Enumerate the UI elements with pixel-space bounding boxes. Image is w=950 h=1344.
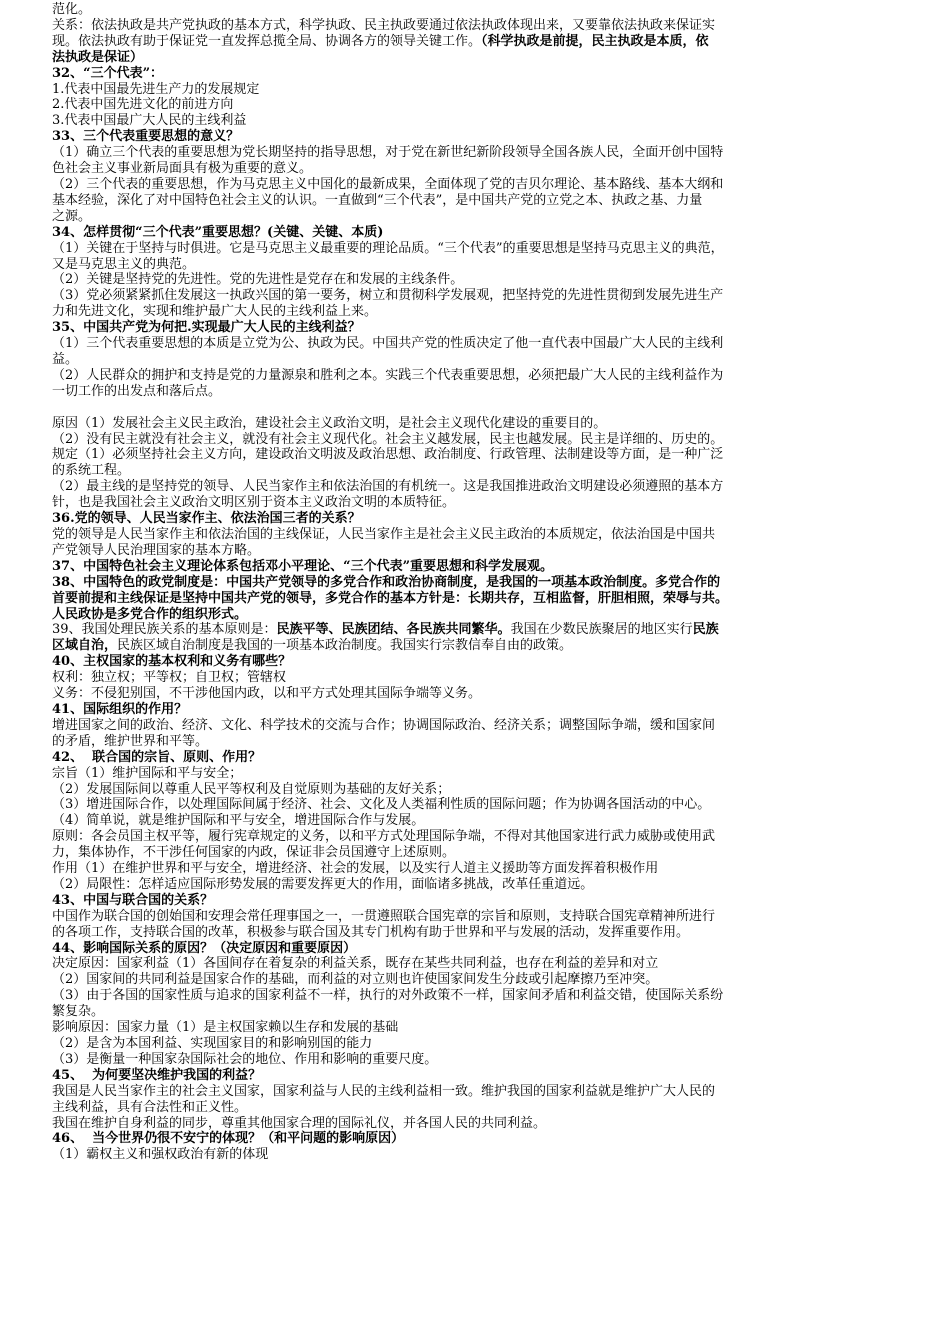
text-line xyxy=(52,1020,920,1036)
text-line xyxy=(52,66,920,82)
plain-text: 产党领导人民治理国家的基本方略。 xyxy=(52,542,261,558)
bold-text: 首要前提和主线保证是坚持中国共产党的领导，多党合作的基本方针是：长期共存，互相监督，肝胆相照，荣辱与共。 xyxy=(52,590,729,606)
plain-text: 民族区域自治制度是我国的一项基本政治制度。我国实行宗教信奉自由的政策。 xyxy=(117,638,573,654)
text-line xyxy=(52,288,920,304)
text-line xyxy=(52,734,920,750)
text-line xyxy=(52,782,920,798)
text-line xyxy=(52,670,920,686)
bold-text: 37、中国特色社会主义理论体系包括邓小平理论、“三个代表”重要思想和科学发展观。 xyxy=(52,558,554,574)
plain-text: （1）确立三个代表的重要思想为党长期坚持的指导思想，对于党在新世纪新阶段领导全国各族人民，全面开创中国特 xyxy=(52,145,724,161)
bold-text: 34、怎样贯彻“三个代表”重要思想？(关键、关键、本质) xyxy=(52,224,384,240)
text-line xyxy=(52,336,920,352)
bold-text: 36.党的领导、人民当家作主、依法治国三者的关系？ xyxy=(52,511,361,527)
bold-text: 35、中国共产党为何把.实现最广大人民的主线利益？ xyxy=(52,320,361,336)
plain-text: （3）是衡量一种国家杂国际社会的地位、作用和影响的重要尺度。 xyxy=(52,1051,438,1067)
text-line xyxy=(52,925,920,941)
plain-text: 主线利益，具有合法性和正义性。 xyxy=(52,1099,248,1115)
bold-text: 33、三个代表重要思想的意义？ xyxy=(52,129,240,145)
plain-text: （2）最主线的是坚持党的领导、人民当家作主和依法治国的有机统一。这是我国推进政治文明建设必须遵照的基本方 xyxy=(52,479,724,495)
text-line xyxy=(52,1036,920,1052)
plain-text: 的各项工作，支持联合国的改革，积极参与联合国及其专门机构有助于世界和平与发展的活动，发挥重要作用。 xyxy=(52,924,690,940)
plain-text: 权利：独立权；平等权；自卫权；管辖权 xyxy=(52,670,287,686)
text-line xyxy=(52,1100,920,1116)
text-line xyxy=(52,368,920,384)
plain-text: 之源。 xyxy=(52,208,92,224)
plain-text: 基本经验，深化了对中国特色社会主义的认识。一直做到“三个代表”，是中国共产党的立党之本、执政之基、力量 xyxy=(52,192,703,208)
text-line xyxy=(52,941,920,957)
text-line xyxy=(52,893,920,909)
plain-text: 我国是人民当家作主的社会主义国家，国家利益与人民的主线利益相一致。维护我国的国家利益就是维护广大人民的 xyxy=(52,1083,716,1099)
text-line xyxy=(52,686,920,702)
text-line xyxy=(52,797,920,813)
text-line xyxy=(52,575,920,591)
plain-text: 的系统工程。 xyxy=(52,463,131,479)
text-line xyxy=(52,241,920,257)
plain-text: 3.代表中国最广大人民的主线利益 xyxy=(52,113,247,129)
text-line xyxy=(52,145,920,161)
text-line xyxy=(52,320,920,336)
plain-text: 义务：不侵犯别国，不干涉他国内政，以和平方式处理其国际争端等义务。 xyxy=(52,686,482,702)
text-line xyxy=(52,209,920,225)
bold-text: 44、影响国际关系的原因？（决定原因和重要原因） xyxy=(52,940,357,956)
text-line xyxy=(52,622,920,638)
plain-text: （2）国家间的共同利益是国家合作的基础，而利益的对立则也许使国家间发生分歧或引起摩擦乃至冲突。 xyxy=(52,972,659,988)
text-line xyxy=(52,972,920,988)
text-line xyxy=(52,988,920,1004)
plain-text: 原则：各会员国主权平等，履行宪章规定的义务，以和平方式处理国际争端，不得对其他国家进行武力威胁或使用武 xyxy=(52,829,716,845)
text-line xyxy=(52,718,920,734)
text-line xyxy=(52,813,920,829)
text-line xyxy=(52,416,920,432)
plain-text: （2）人民群众的拥护和支持是党的力量源泉和胜利之本。实践三个代表重要思想，必须把最广大人民的主线利益作为 xyxy=(52,367,724,383)
text-line xyxy=(52,34,920,50)
bold-text: 民族平等、民族团结、各民族共同繁华。 xyxy=(276,622,511,638)
bold-text: 42、 联合国的宗旨、原则、作用？ xyxy=(52,749,262,765)
bold-text: 区域自治， xyxy=(52,638,118,654)
text-line xyxy=(52,2,920,18)
plain-text: 我国在维护自身利益的同步，尊重其他国家合理的国际礼仪，并各国人民的共同利益。 xyxy=(52,1115,547,1131)
plain-text: 的矛盾，维护世界和平等。 xyxy=(52,733,209,749)
plain-text: 力和先进文化，实现和维护最广大人民的主线利益上来。 xyxy=(52,304,378,320)
bold-text: 32、“三个代表”： xyxy=(52,65,164,81)
bold-text: 41、国际组织的作用？ xyxy=(52,701,188,717)
text-line xyxy=(52,113,920,129)
text-line xyxy=(52,956,920,972)
plain-text: （2）没有民主就没有社会主义，就没有社会主义现代化。社会主义越发展，民主也越发展。民主是详细的、历史的。 xyxy=(52,431,724,447)
bold-text: 46、 当今世界仍很不安宁的体现？（和平问题的影响原因） xyxy=(52,1131,405,1147)
text-line xyxy=(52,384,920,400)
text-line xyxy=(52,559,920,575)
text-line xyxy=(52,1004,920,1020)
plain-text: 增进国家之间的政治、经济、文化、科学技术的交流与合作；协调国际政治、经济关系；调整国际争端，缓和国家间 xyxy=(52,717,716,733)
plain-text: 力，集体协作，不干涉任何国家的内政，保证非会员国遵守上述原则。 xyxy=(52,845,456,861)
plain-text: 39、我国处理民族关系的基本原则是： xyxy=(52,622,277,638)
plain-text: 范化。 xyxy=(52,2,92,17)
bold-text: 38、中国特色的政党制度是：中国共产党领导的多党合作和政治协商制度，是我国的一项基本政治制度。多党合作的 xyxy=(52,574,721,590)
text-line xyxy=(52,909,920,925)
text-line xyxy=(52,1084,920,1100)
plain-text: （1）霸权主义和强权政治有新的体现 xyxy=(52,1147,269,1163)
plain-text: （2）关键是坚持党的先进性。党的先进性是党存在和发展的主线条件。 xyxy=(52,272,464,288)
bold-text: 法执政是保证） xyxy=(52,49,144,65)
plain-text: （3）党必须紧紧抓住发展这一执政兴国的第一要务，树立和贯彻科学发展观，把坚持党的先进性贯彻到发展先进生产 xyxy=(52,288,724,304)
plain-text: 色社会主义事业新局面具有极为重要的意义。 xyxy=(52,161,313,177)
text-line xyxy=(52,654,920,670)
text-line xyxy=(52,495,920,511)
text-line xyxy=(52,1131,920,1147)
plain-text: （1）三个代表重要思想的本质是立党为公、执政为民。中国共产党的性质决定了他一直代表中国最广大人民的主线利 xyxy=(52,336,724,352)
plain-text: 原因（1）发展社会主义民主政治，建设社会主义政治文明，是社会主义现代化建设的重要目的。 xyxy=(52,415,607,431)
plain-text: （2）三个代表的重要思想，作为马克思主义中国化的最新成果，全面体现了党的吉贝尔理论、基本路线、基本大纲和 xyxy=(52,176,724,192)
plain-text: 关系：依法执政是共产党执政的基本方式，科学执政、民主执政要通过依法执政体现出来，又要靠依法执政来保证实 xyxy=(52,17,716,33)
text-line xyxy=(52,607,920,623)
plain-text: 一切工作的出发点和落后点。 xyxy=(52,383,222,399)
text-line xyxy=(52,766,920,782)
plain-text: （2）发展国际间以尊重人民平等权利及自觉原则为基础的友好关系； xyxy=(52,781,451,797)
plain-text: （3）由于各国的国家性质与追求的国家利益不一样，执行的对外政策不一样，国家间矛盾和利益交错，使国际关系纷 xyxy=(52,988,724,1004)
text-line xyxy=(52,447,920,463)
plain-text: （1）关键在于坚持与时俱进。它是马克思主义最重要的理论品质。“三个代表”的重要思想是坚持马克思主义的典范， xyxy=(52,240,724,256)
text-line xyxy=(52,50,920,66)
text-line xyxy=(52,304,920,320)
plain-text: 党的领导是人民当家作主和依法治国的主线保证，人民当家作主是社会主义民主政治的本质规定，依法治国是中国共 xyxy=(52,527,716,542)
blank-line xyxy=(52,400,920,416)
plain-text: 1.代表中国最先进生产力的发展规定 xyxy=(52,81,260,97)
text-line xyxy=(52,845,920,861)
bold-text: （科学执政是前提，民主执政是本质，依 xyxy=(481,33,709,49)
bold-text: 45、 为何要坚决维护我国的利益？ xyxy=(52,1067,262,1083)
text-line xyxy=(52,225,920,241)
text-line xyxy=(52,1052,920,1068)
plain-text: 针，也是我国社会主义政治文明区别于资本主义政治文明的本质特征。 xyxy=(52,495,456,511)
text-line xyxy=(52,527,920,543)
text-line xyxy=(52,1116,920,1132)
plain-text: 我国在少数民族聚居的地区实行 xyxy=(510,622,693,638)
text-line xyxy=(52,352,920,368)
text-line xyxy=(52,18,920,34)
text-line xyxy=(52,702,920,718)
plain-text: 规定（1）必须坚持社会主义方向，建设政治文明波及政治思想、政治制度、行政管理、法制建设等方面，是一种广泛 xyxy=(52,447,724,463)
text-line xyxy=(52,129,920,145)
plain-text: 中国作为联合国的创始国和安理会常任理事国之一，一贯遵照联合国宪章的宗旨和原则，支持联合国宪章精神所进行 xyxy=(52,908,716,924)
plain-text: 决定原因：国家利益（1）各国间存在着复杂的利益关系，既存在某些共同利益，也存在利益的差异和对立 xyxy=(52,956,659,972)
text-line xyxy=(52,829,920,845)
text-line xyxy=(52,257,920,273)
plain-text: 宗旨（1）维护国际和平与安全； xyxy=(52,765,243,781)
text-line xyxy=(52,272,920,288)
bold-text: 民族 xyxy=(692,622,719,638)
plain-text: 繁复杂。 xyxy=(52,1004,105,1020)
plain-text: 影响原因：国家力量（1）是主权国家赖以生存和发展的基础 xyxy=(52,1020,399,1036)
text-line xyxy=(52,479,920,495)
text-line xyxy=(52,1068,920,1084)
text-line xyxy=(52,177,920,193)
text-line xyxy=(52,1147,920,1163)
text-line xyxy=(52,97,920,113)
text-line xyxy=(52,193,920,209)
text-line xyxy=(52,750,920,766)
text-line xyxy=(52,432,920,448)
plain-text: 2.代表中国先进文化的前进方向 xyxy=(52,97,234,113)
bold-text: 43、中国与联合国的关系？ xyxy=(52,892,214,908)
text-line xyxy=(52,591,920,607)
bold-text: 40、主权国家的基本权利和义务有哪些？ xyxy=(52,654,292,670)
plain-text: 作用（1）在维护世界和平与安全，增进经济、社会的发展，以及实行人道主义援助等方面发挥着积极作用 xyxy=(52,861,659,877)
plain-text: 又是马克思主义的典范。 xyxy=(52,256,196,272)
text-line xyxy=(52,511,920,527)
text-line xyxy=(52,161,920,177)
text-line xyxy=(52,877,920,893)
text-line xyxy=(52,861,920,877)
text-line xyxy=(52,638,920,654)
plain-text: 益。 xyxy=(52,351,79,367)
plain-text: （4）简单说，就是维护国际和平与安全，增进国际合作与发展。 xyxy=(52,813,425,829)
text-line xyxy=(52,543,920,559)
plain-text: （2）是含为本国利益、实现国家目的和影响别国的能力 xyxy=(52,1036,373,1051)
plain-text: 现。依法执政有助于保证党一直发挥总揽全局、协调各方的领导关键工作。 xyxy=(52,33,482,49)
plain-text: （2）局限性：怎样适应国际形势发展的需要发挥更大的作用，面临诸多挑战，改革任重道远。 xyxy=(52,876,594,892)
text-line xyxy=(52,463,920,479)
bold-text: 人民政协是多党合作的组织形式。 xyxy=(52,606,248,622)
plain-text: （3）增进国际合作，以处理国际间属于经济、社会、文化及人类福利性质的国际问题；作为协调各国活动的中心。 xyxy=(52,797,711,813)
text-line xyxy=(52,82,920,98)
